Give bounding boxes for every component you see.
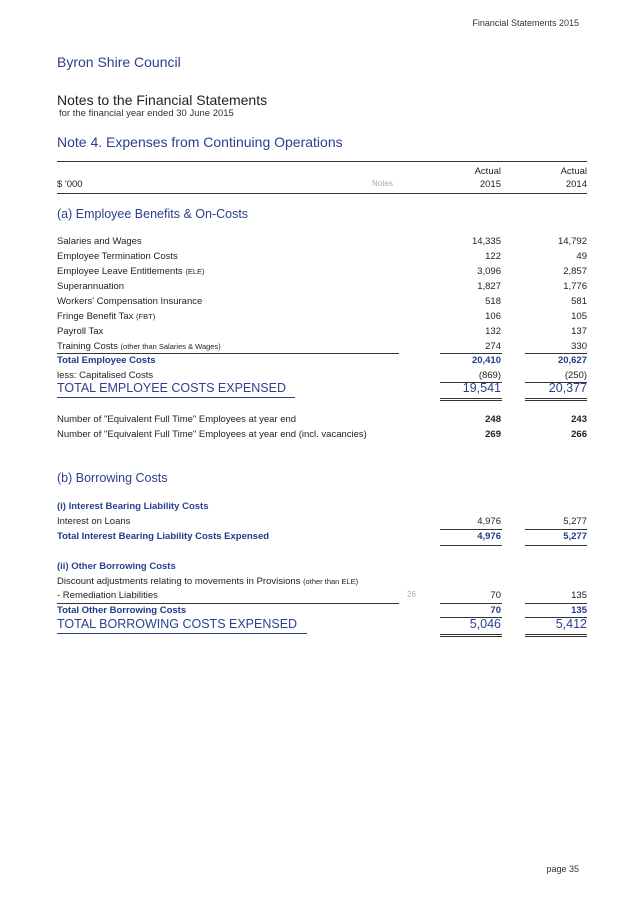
label-text: Discount adjustments relating to movements in Provisions xyxy=(57,576,304,587)
rule-2014 xyxy=(525,603,587,604)
rule-2014 xyxy=(525,529,587,530)
value-2015: 4,976 xyxy=(477,531,501,542)
notes-subtitle: for the financial year ended 30 June 2015 xyxy=(59,108,234,119)
label-text: Employee Leave Entitlements xyxy=(57,266,186,277)
value-2014: 5,412 xyxy=(555,617,587,631)
row-label xyxy=(57,311,155,322)
value-2014: 135 xyxy=(571,590,587,601)
table-row xyxy=(57,236,587,250)
title-underline xyxy=(57,397,295,398)
row-label xyxy=(57,236,142,247)
subsection-i-title: (i) Interest Bearing Liability Costs xyxy=(57,501,209,512)
value-2015: 106 xyxy=(485,311,501,322)
note-ref: 26 xyxy=(407,590,416,599)
value-2014: 105 xyxy=(571,311,587,322)
value-2015: 70 xyxy=(490,590,501,601)
value-2015: 4,976 xyxy=(477,516,501,527)
value-2014: 266 xyxy=(571,429,587,440)
section-a-title: (a) Employee Benefits & On-Costs xyxy=(57,207,249,221)
double-rule-2014-a xyxy=(525,398,587,399)
fte-row-2 xyxy=(57,429,587,443)
title-underline xyxy=(57,633,307,634)
value-2015: 14,335 xyxy=(471,236,501,247)
section-b-title: (b) Borrowing Costs xyxy=(57,471,168,485)
rule-before-total xyxy=(57,353,399,354)
running-header: Financial Statements 2015 xyxy=(472,18,579,28)
col-actual-2014: Actual xyxy=(560,166,587,177)
col-actual-2015: Actual xyxy=(474,166,501,177)
double-rule-2015-a xyxy=(440,634,502,635)
table-row xyxy=(57,266,587,280)
table-row xyxy=(57,326,587,340)
row-label: Number of "Equivalent Full Time" Employees at year end (incl. vacancies) xyxy=(57,429,367,440)
value-2014: 1,776 xyxy=(563,281,587,292)
row-label xyxy=(57,296,202,307)
value-2015: 1,827 xyxy=(477,281,501,292)
notes-title: Notes to the Financial Statements xyxy=(57,92,268,108)
row-label: TOTAL BORROWING COSTS EXPENSED xyxy=(57,617,298,631)
header-rule-bottom xyxy=(57,193,587,194)
row-label: less: Capitalised Costs xyxy=(57,370,154,381)
rule-2014 xyxy=(525,353,587,354)
double-rule-2015-b xyxy=(440,636,502,637)
value-2014: 137 xyxy=(571,326,587,337)
row-label xyxy=(57,281,124,292)
rule-before-total-other xyxy=(57,603,399,604)
note-heading: Note 4. Expenses from Continuing Operations xyxy=(57,134,343,150)
value-2014: 5,277 xyxy=(563,531,587,542)
value-2015: 20,410 xyxy=(471,355,501,366)
column-header-row-1 xyxy=(57,166,587,180)
value-2014: 20,627 xyxy=(557,355,587,366)
page-number: page 35 xyxy=(546,864,579,874)
row-label: Total Employee Costs xyxy=(57,355,156,366)
table-row xyxy=(57,311,587,325)
header-rule-top xyxy=(57,161,587,162)
value-2015: (869) xyxy=(478,370,501,381)
value-2014: 581 xyxy=(571,296,587,307)
discount-adjustments-row xyxy=(57,576,587,590)
label-text: Fringe Benefit Tax xyxy=(57,311,137,322)
value-2014: 5,277 xyxy=(563,516,587,527)
row-label xyxy=(57,341,221,352)
value-2015: 132 xyxy=(485,326,501,337)
row-label: - Remediation Liabilities xyxy=(57,590,158,601)
rule-2014 xyxy=(525,545,587,546)
double-rule-2014-b xyxy=(525,400,587,401)
table-row xyxy=(57,296,587,310)
council-name: Byron Shire Council xyxy=(57,54,181,70)
value-2014: 243 xyxy=(571,414,587,425)
label-small: (ELE) xyxy=(185,267,205,276)
value-2014: 135 xyxy=(571,605,587,616)
label-text: Payroll Tax xyxy=(57,326,104,337)
value-2015: 274 xyxy=(485,341,501,352)
rule-2015 xyxy=(440,603,502,604)
label-text: Salaries and Wages xyxy=(57,236,142,247)
value-2015: 3,096 xyxy=(477,266,501,277)
subsection-ii-title: (ii) Other Borrowing Costs xyxy=(57,561,176,572)
col-year-2014: 2014 xyxy=(565,179,587,190)
remediation-row xyxy=(57,590,587,604)
col-unit: $ '000 xyxy=(57,179,83,190)
rule-2015 xyxy=(440,353,502,354)
double-rule-2015-b xyxy=(440,400,502,401)
rule-2015 xyxy=(440,545,502,546)
row-label: Total Interest Bearing Liability Costs Expensed xyxy=(57,531,270,542)
row-label: Interest on Loans xyxy=(57,516,131,527)
col-notes: Notes xyxy=(372,179,393,188)
rule-2015 xyxy=(440,529,502,530)
table-row xyxy=(57,251,587,265)
row-label xyxy=(57,266,205,277)
total-employee-costs-row xyxy=(57,355,587,369)
label-text: Training Costs xyxy=(57,341,121,352)
double-rule-2014-a xyxy=(525,634,587,635)
label-text: Workers' Compensation Insurance xyxy=(57,296,203,307)
double-rule-2014-b xyxy=(525,636,587,637)
value-2014: 49 xyxy=(576,251,587,262)
fte-row-1 xyxy=(57,414,587,428)
label-small: (other than Salaries & Wages) xyxy=(120,342,221,351)
value-2014: 14,792 xyxy=(557,236,587,247)
value-2015: 518 xyxy=(485,296,501,307)
value-2014: 20,377 xyxy=(548,381,587,395)
table-row xyxy=(57,281,587,295)
row-label xyxy=(57,576,358,587)
value-2014: 2,857 xyxy=(563,266,587,277)
double-rule-2015-a xyxy=(440,398,502,399)
row-label xyxy=(57,326,103,337)
value-2015: 269 xyxy=(485,429,501,440)
value-2015: 248 xyxy=(485,414,501,425)
row-label: Total Other Borrowing Costs xyxy=(57,605,187,616)
label-text: Superannuation xyxy=(57,281,125,292)
value-2015: 5,046 xyxy=(469,617,501,631)
row-label: TOTAL EMPLOYEE COSTS EXPENSED xyxy=(57,381,286,395)
row-label xyxy=(57,251,178,262)
value-2014: 330 xyxy=(571,341,587,352)
col-year-2015: 2015 xyxy=(479,179,501,190)
value-2015: 19,541 xyxy=(462,381,501,395)
column-header-row-2 xyxy=(57,179,587,193)
row-label: Number of "Equivalent Full Time" Employees at year end xyxy=(57,414,297,425)
label-small: (other than ELE) xyxy=(303,577,359,586)
total-interest-row xyxy=(57,531,587,545)
value-2015: 122 xyxy=(485,251,501,262)
value-2015: 70 xyxy=(490,605,501,616)
label-small: (FBT) xyxy=(136,312,156,321)
interest-on-loans-row xyxy=(57,516,587,530)
label-text: Employee Termination Costs xyxy=(57,251,178,262)
value-2014: (250) xyxy=(564,370,587,381)
